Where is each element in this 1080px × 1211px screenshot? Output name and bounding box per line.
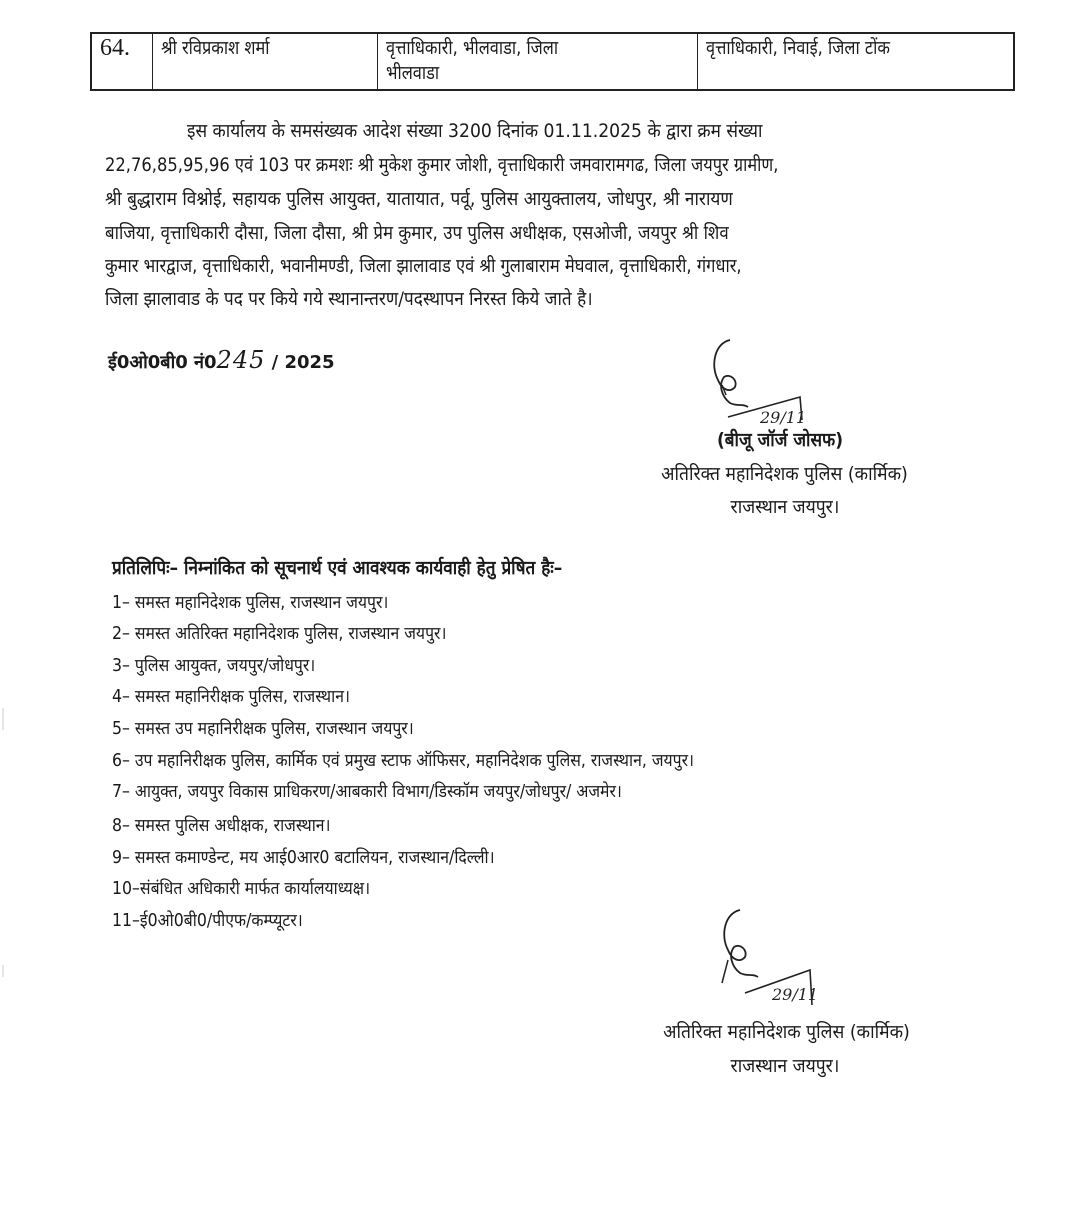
copy-to-item: 7– आयुक्त, जयपुर विकास प्राधिकरण/आबकारी विभाग/डिस्कॉम जयपुर/जोधपुर/ अजमेर।: [112, 782, 622, 802]
copy-to-item: 2– समस्त अतिरिक्त महानिदेशक पुलिस, राजस्थान जयपुर।: [112, 624, 447, 644]
table-cell-from: [377, 34, 697, 89]
body-line: श्री बुद्धाराम विश्नोई, सहायक पुलिस आयुक्त, यातायात, पर्वू, पुलिस आयुक्तालय, जोधपुर, श्री नारायण: [105, 188, 733, 210]
copy-to-item: 5– समस्त उप महानिरीक्षक पुलिस, राजस्थान जयपुर।: [112, 719, 414, 739]
table-cell-name: [152, 34, 377, 89]
signature-2: [710, 905, 840, 1010]
signatory-2-designation: अतिरिक्त महानिदेशक पुलिस (कार्मिक): [663, 1021, 910, 1043]
copy-to-heading: प्रतिलिपिः– निम्नांकित को सूचनार्थ एवं आवश्यक कार्यवाही हेतु प्रेषित हैः–: [112, 557, 563, 579]
copy-to-item: 11–ई0ओ0बी0/पीएफ/कम्प्यूटर।: [112, 911, 303, 931]
copy-to-item: 4– समस्त महानिरीक्षक पुलिस, राजस्थान।: [112, 687, 350, 707]
copy-to-item: 3– पुलिस आयुक्त, जयपुर/जोधपुर।: [112, 656, 316, 676]
signatory-location: राजस्थान जयपुर।: [730, 496, 840, 518]
officer-name: श्री रविप्रकाश शर्मा: [161, 37, 270, 59]
punch-mark: [2, 708, 4, 730]
body-line: बाजिया, वृत्ताधिकारी दौसा, जिला दौसा, श्री प्रेम कुमार, उप पुलिस अधीक्षक, एसओजी, जयपुर श्री शिव: [105, 222, 729, 244]
reference-prefix: ई0ओ0बी0 नं0: [108, 352, 217, 373]
from-post-line2: भीलवाडा: [386, 62, 440, 84]
transfer-table: [90, 32, 1015, 91]
copy-to-item: 8– समस्त पुलिस अधीक्षक, राजस्थान।: [112, 816, 331, 836]
copy-to-item: 6– उप महानिरीक्षक पुलिस, कार्मिक एवं प्रमुख स्टाफ ऑफिसर, महानिदेशक पुलिस, राजस्थान, जयपुर।: [112, 751, 695, 771]
reference-number: 245: [216, 346, 266, 374]
body-line: जिला झालावाड के पद पर किये गये स्थानान्तरण/पदस्थापन निरस्त किये जाते है।: [105, 288, 593, 310]
signatory-name: (बीजू जॉर्ज जोसफ): [716, 429, 844, 451]
table-cell-to: [697, 34, 1017, 89]
signature-1-date: 29/11: [760, 408, 807, 427]
signatory-designation: अतिरिक्त महानिदेशक पुलिस (कार्मिक): [661, 463, 908, 485]
signatory-2-location: राजस्थान जयपुर।: [730, 1055, 840, 1077]
to-post: वृत्ताधिकारी, निवाई, जिला टोंक: [706, 37, 890, 59]
from-post-line1: वृत्ताधिकारी, भीलवाडा, जिला: [386, 37, 559, 59]
copy-to-item: 10–संबंधित अधिकारी मार्फत कार्यालयाध्यक्ष।: [112, 879, 371, 899]
body-line: इस कार्यालय के समसंख्यक आदेश संख्या 3200 दिनांक 01.11.2025 के द्वारा क्रम संख्या: [187, 120, 763, 142]
reference-suffix: / 2025: [265, 352, 335, 373]
order-reference: [108, 346, 335, 374]
table-cell-serial: 64.: [100, 35, 130, 61]
copy-to-item: 1– समस्त महानिदेशक पुलिस, राजस्थान जयपुर।: [112, 593, 389, 613]
signature-2-date: 29/11: [772, 985, 819, 1004]
signature-1: [700, 335, 830, 435]
copy-to-item: 9– समस्त कमाण्डेन्ट, मय आई0आर0 बटालियन, राजस्थान/दिल्ली।: [112, 848, 495, 868]
body-line: 22,76,85,95,96 एवं 103 पर क्रमशः श्री मुकेश कुमार जोशी, वृत्ताधिकारी जमवारामगढ, जिला जयपुर ग्रामीण,: [105, 154, 779, 176]
body-line: कुमार भारद्वाज, वृत्ताधिकारी, भवानीमण्डी, जिला झालावाड एवं श्री गुलाबाराम मेघवाल, वृत्ताधिकारी, गंगधार,: [105, 255, 742, 277]
punch-mark: [2, 965, 4, 977]
